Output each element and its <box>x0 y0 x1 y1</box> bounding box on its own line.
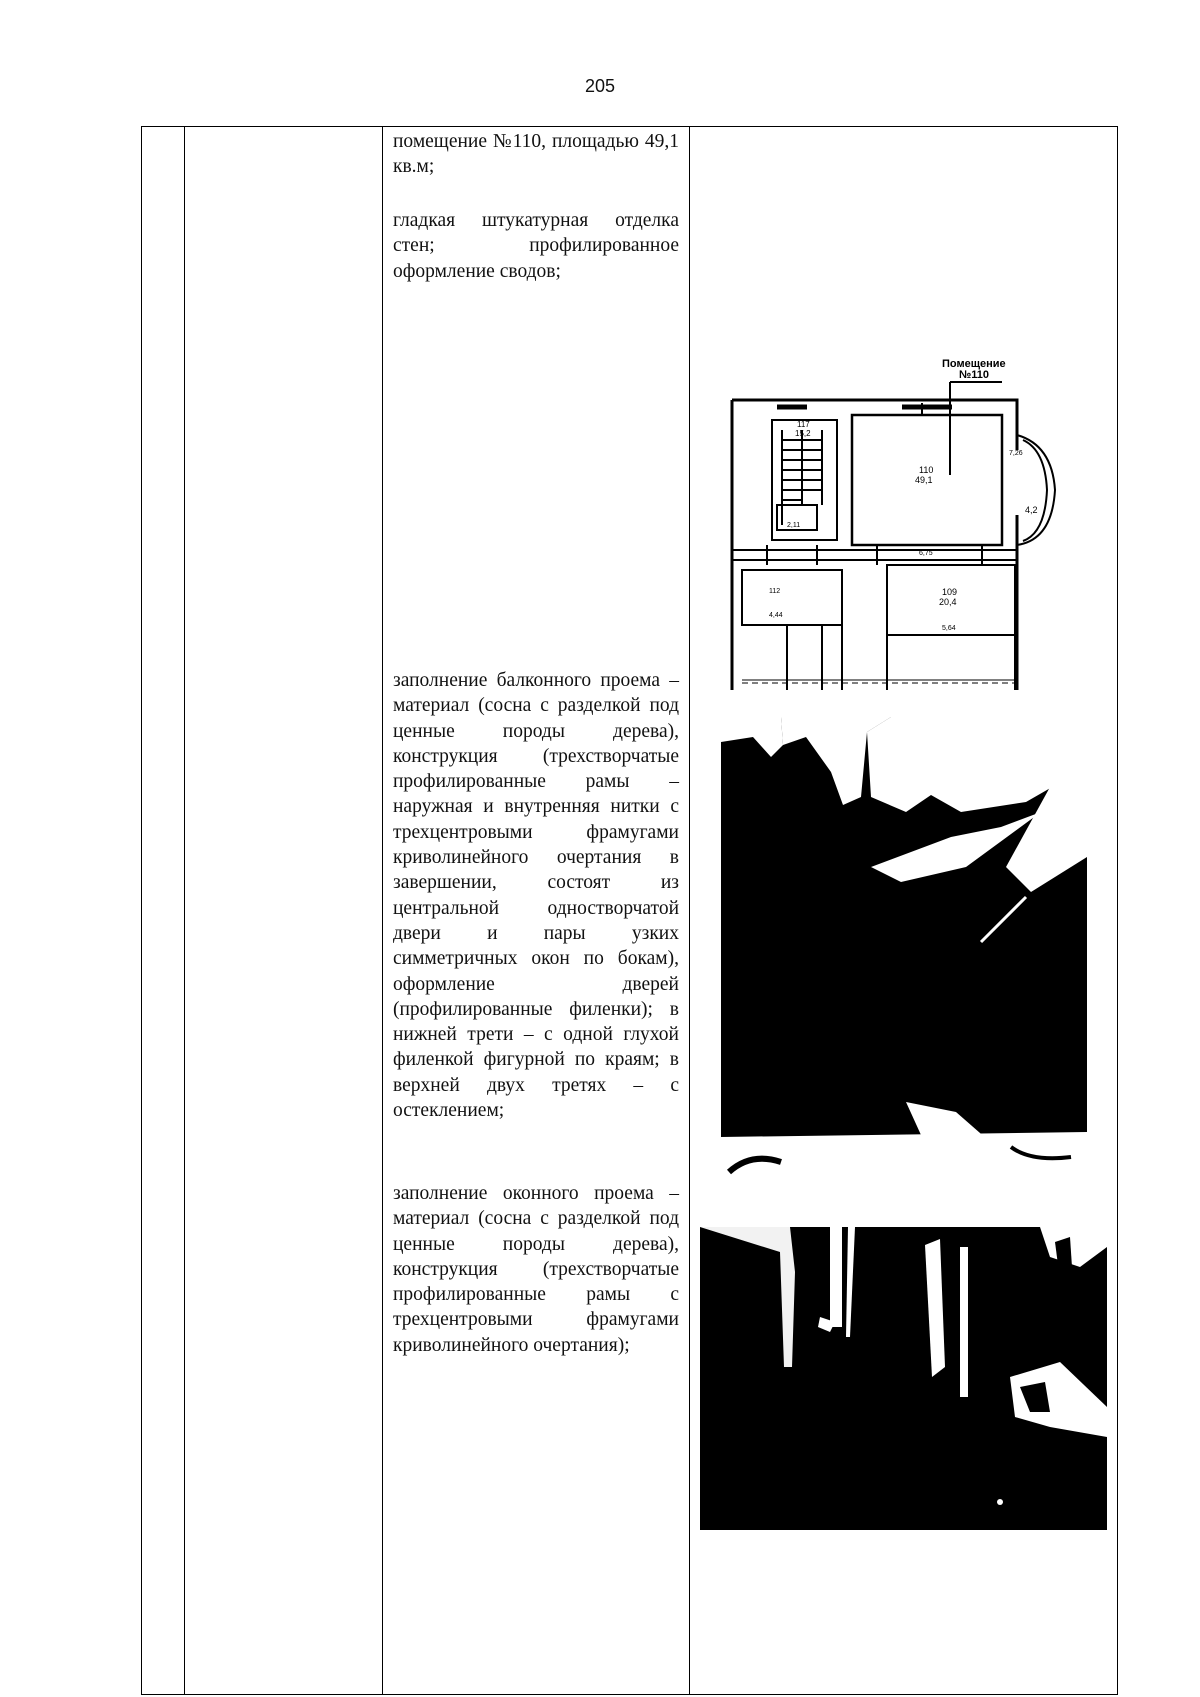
room-description: помещение №110, площадью 49,1 кв.м; <box>393 131 679 178</box>
plan-dim-a: 4,2 <box>1025 505 1038 515</box>
plan-room-lower-no: 109 <box>942 587 958 597</box>
plan-label-line2: №110 <box>959 369 990 381</box>
plan-room-lower-area: 20,4 <box>939 597 957 607</box>
plan-room-left-no: 112 <box>769 588 781 595</box>
column-divider-1 <box>184 127 185 1694</box>
plan-room-stair-area: 15,2 <box>795 429 811 438</box>
plan-dim-b: 5,64 <box>942 625 956 632</box>
plan-dim-f: 7,26 <box>1009 450 1023 457</box>
window-description: заполнение оконного проема – материал (сосна с разделкой под ценные породы дерева), конструкция (трехстворчатые профилированные рамы с трехцентровыми фрамугами криволинейного очертания); <box>393 1183 679 1356</box>
plan-room-stair-no: 117 <box>797 420 810 429</box>
plan-label-line1: Помещение <box>942 358 1006 370</box>
column-divider-3 <box>689 127 690 1694</box>
balcony-door-photo <box>721 717 1087 1182</box>
plan-room-main-no: 110 <box>919 465 934 475</box>
window-photo <box>700 1227 1107 1530</box>
floor-plan-image <box>727 355 1062 690</box>
walls-description: гладкая штукатурная отделка стен; профилированное оформление сводов; <box>393 210 679 282</box>
balcony-description: заполнение балконного проема – материал (сосна с разделкой под ценные породы дерева), конструкция (трехстворчатые профилированные рамы – наружная и внутренняя нитки с трехцентровыми фрамугами криволинейного очертания в завершении, состоят из центральной одностворчатой двери и пары узких симметричных окон по бокам), оформление дверей (профилированные филенки); в нижней трети – с одной глухой филенкой фигурной по краям; в верхней двух третях – с остеклением; <box>393 670 679 1122</box>
plan-room-main-area: 49,1 <box>915 475 933 485</box>
column-divider-2 <box>382 127 383 1694</box>
plan-dim-e: 4,44 <box>769 612 783 619</box>
plan-dim-c: 2,11 <box>787 522 801 529</box>
page-number: 205 <box>584 76 616 96</box>
plan-dim-d: 6,75 <box>919 550 933 557</box>
